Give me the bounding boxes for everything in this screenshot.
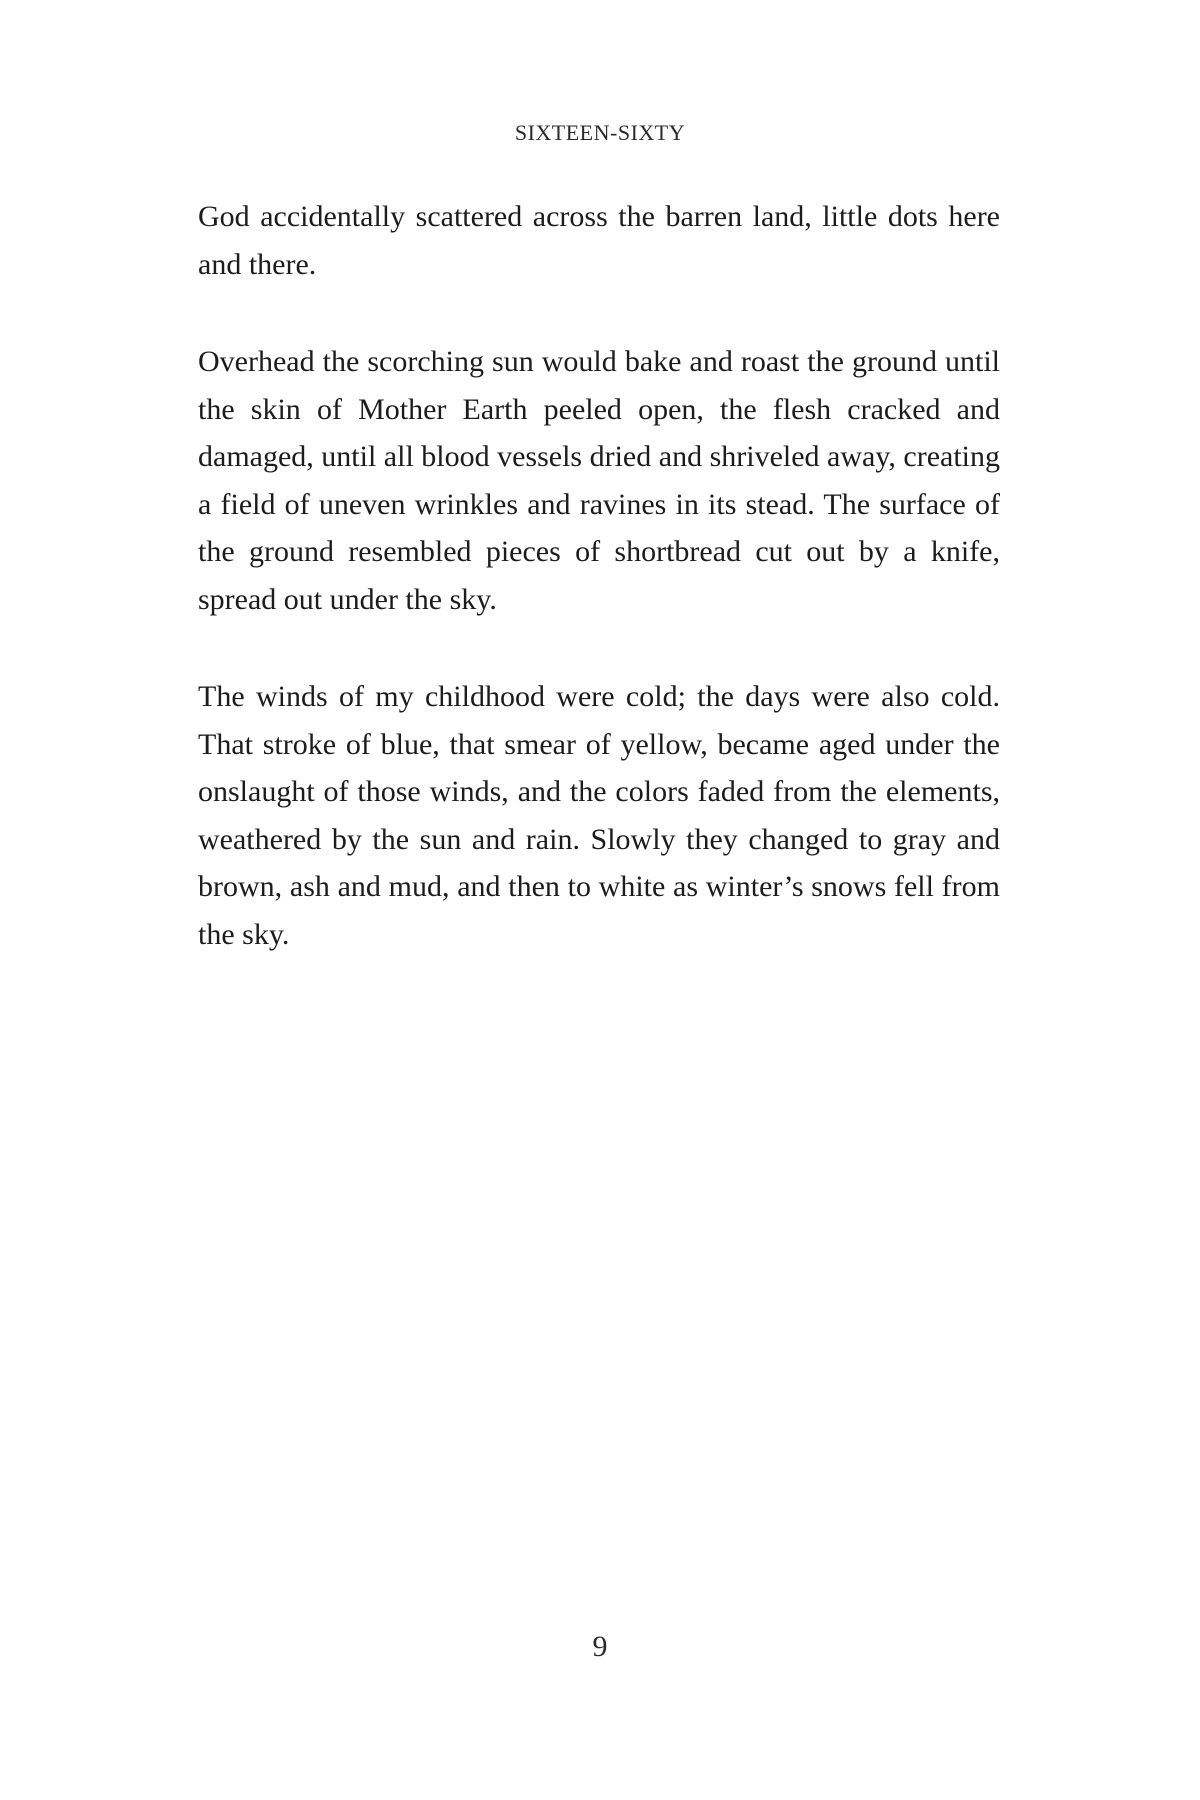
page-number: 9 — [592, 1630, 608, 1663]
running-head-title: SIXTEEN-SIXTY — [514, 120, 686, 145]
paragraph-2: Overhead the scorching sun would bake and roast the ground until the skin of Mother Earth peeled open, the flesh cracked and damaged, until all blood vessels dried and shriveled away, creating a field of uneven wrinkles and ravines in its stead. The surface of the ground resembled pieces of shortbread cut out by a knife, spread out under the sky. — [198, 345, 1000, 616]
paragraph-3: The winds of my childhood were cold; the days were also cold. That stroke of blue, that smear of yellow, became aged under the onslaught of those winds, and the colors faded from the elements, weathered by the sun and rain. Slowly they changed to gray and brown, ash and mud, and then to white as winter’s snows fell from the sky. — [198, 680, 1000, 951]
body-text — [198, 193, 1000, 1008]
paragraph-1: God accidentally scattered across the barren land, little dots here and there. — [198, 200, 1000, 281]
